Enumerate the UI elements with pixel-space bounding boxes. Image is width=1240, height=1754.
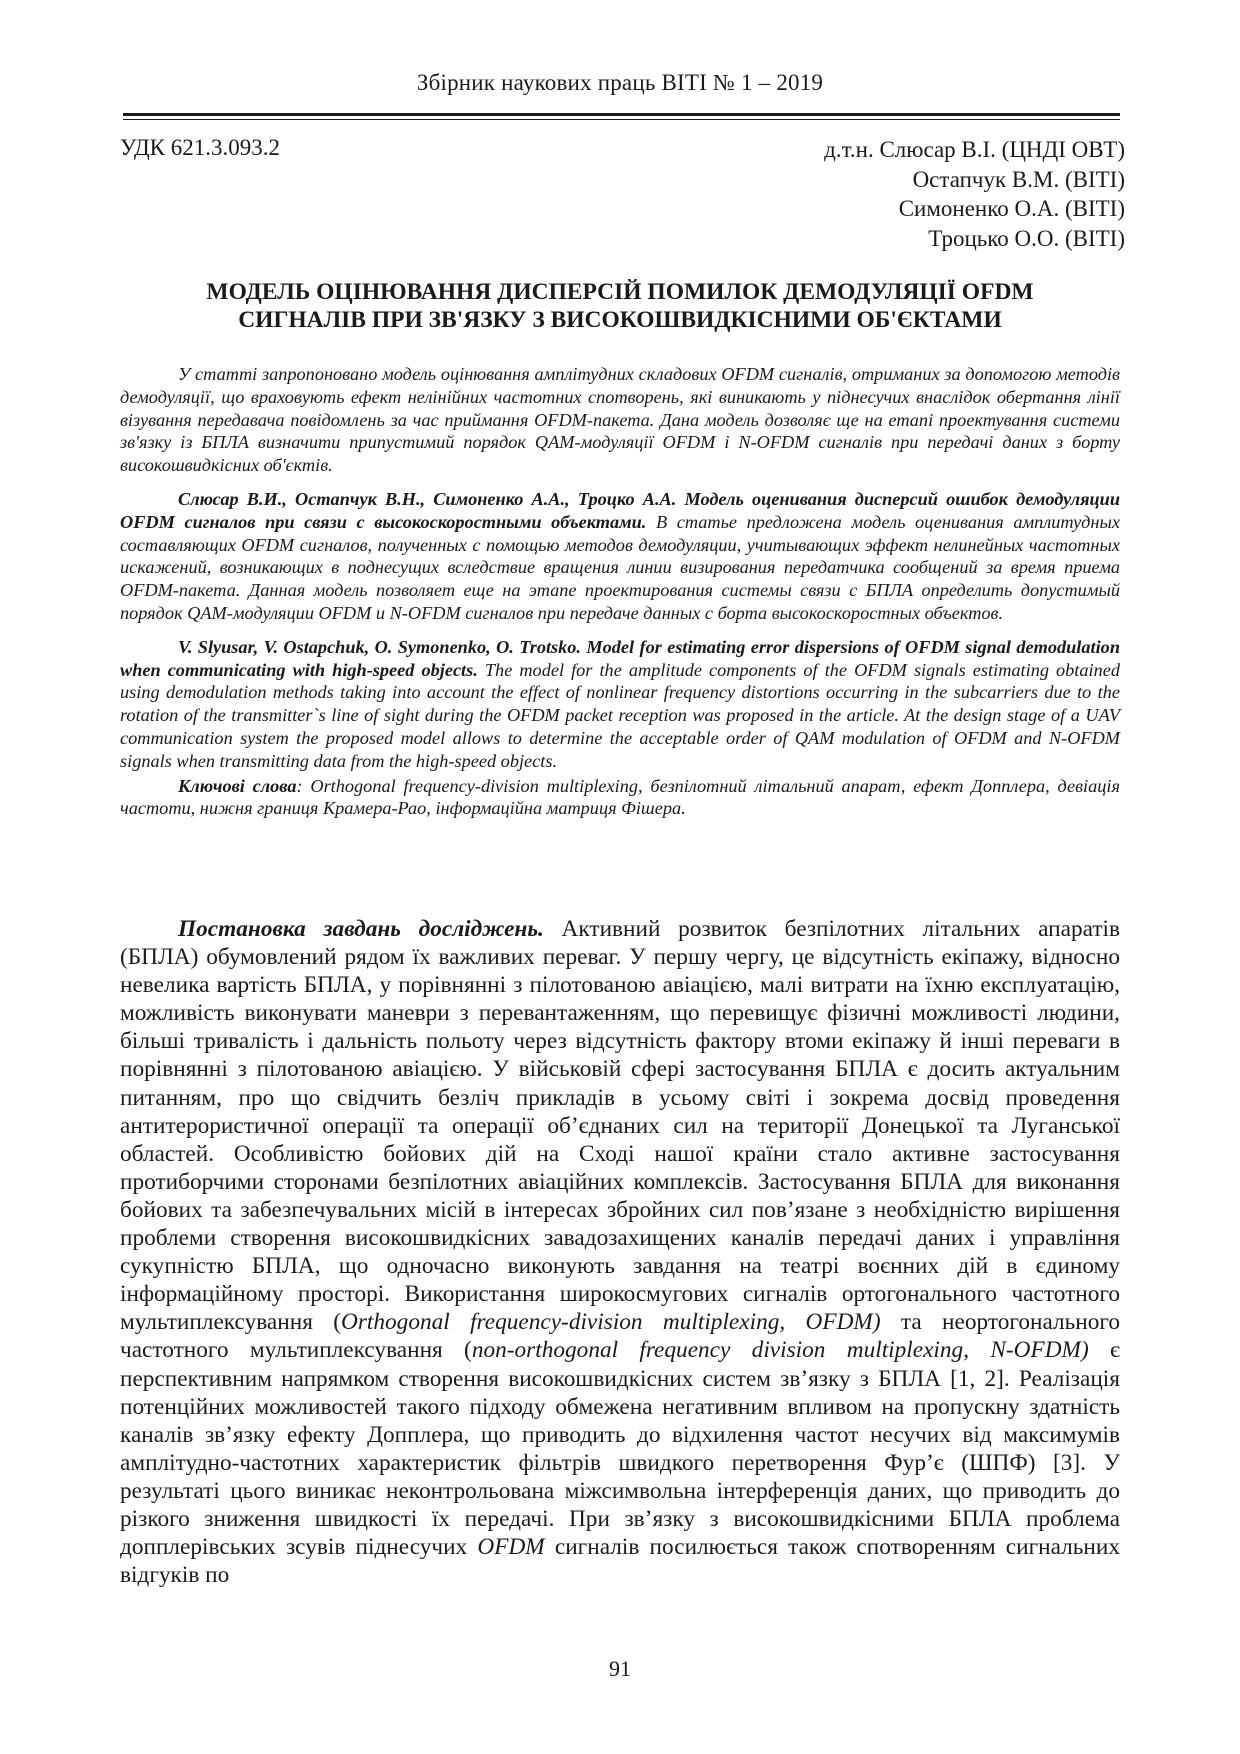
keywords — [120, 775, 1120, 821]
article-title — [120, 278, 1120, 334]
author-3: Симоненко О.А. (ВІТІ) — [898, 196, 1125, 221]
body-part-3: , — [963, 1337, 991, 1364]
body-part-4: є перспективним напрямком створення високошвидкісних систем зв’язку з БПЛА [1, 2]. Реалізація потенційних можливостей такого підходу обмежена негативним впливом на пропускну здатність каналів зв’язку ефекту Допплера, що приводить до відхилення частот несучих від максимумів амплітудно-частотних характеристик фільтрів швидкого перетворення Фур’є (ШПФ) [3]. У результаті цього виникає неконтрольована міжсимвольна інтерференція даних, що приводить до різкого зниження швидкості їх передачі. При зв’язку з високошвидкісними БПЛА проблема допплерівських зсувів піднесучих — [120, 1337, 1121, 1561]
body-italic-1: Orthogonal frequency-division multiplexing, OFDM) — [341, 1309, 881, 1336]
section-heading: Постановка завдань досліджень. — [178, 916, 544, 942]
abstract-ukrainian: У статті запропоновано модель оцінювання амплітудних складових OFDM сигналів, отриманих за допомогою методів демодуляції, що враховують ефект нелінійних частотних спотворень, які виникають у піднесучих внаслідок обертання лінії візування передавача повідомлень за час приймання OFDM-пакета. Дана модель дозволяє ще на етапі проектування системи зв'язку із БПЛА визначити припустимий порядок QAM-модуляції OFDM і N-OFDM сигналів при передачі даних з борту високошвидкісних об'єктів. — [120, 364, 1120, 476]
body-italic-2: non-orthogonal frequency division multiplexing — [471, 1337, 964, 1364]
page-number: 91 — [609, 1656, 631, 1681]
keywords-text: : Orthogonal frequency-division multiplexing, безпілотний літальний апарат, ефект Допплера, девіація частоти, нижня границя Крамера-Рао, інформаційна матриця Фішера. — [120, 775, 1120, 819]
abstract-russian-text: В статье предложена модель оценивания амплитудных составляющих OFDM сигналов, полученных с помощью методов демодуляции, учитывающих эффект нелинейных частотных искажений, возникающих в поднесущих вследствие вращения линии визирования передатчика сообщений за время приема OFDM-пакета. Данная модель позволяет еще на этапе проектирования системы связи с БПЛА определить допустимый порядок QAM-модуляции OFDM и N-OFDM сигналов при передаче данных с борта высокоскоростных объектов. — [120, 511, 1120, 623]
abstract-russian — [120, 488, 1120, 625]
keywords-label: Ключові слова — [178, 775, 297, 796]
title-line-2: СИГНАЛІВ ПРИ ЗВ'ЯЗКУ З ВИСОКОШВИДКІСНИМИ ОБ'ЄКТАМИ — [238, 307, 1002, 333]
abstract-english — [120, 636, 1120, 773]
abstract-english-lead: V. Slyusar, V. Ostapchuk, O. Symonenko, O. Trotsko. Model for estimating error dispersions of OFDM signal demodulation when communicating with high-speed objects. — [120, 636, 1120, 680]
body-italic-4: OFDM — [477, 1534, 545, 1561]
body-italic-3: N-OFDM) — [990, 1337, 1089, 1364]
body-part-5: сигналів посилюється також спотворенням сигнальних відгуків по — [120, 1534, 1120, 1589]
author-4: Троцько О.О. (ВІТІ) — [928, 225, 1125, 251]
body-part-2: та неортогонального частотного мультиплексування ( — [120, 1309, 1120, 1364]
body-part-1: Активний розвиток безпілотних літальних апаратів (БПЛА) обумовлений рядом їх важливих переваг. У першу чергу, це відсутність екіпажу, відносно невелика вартість БПЛА, у порівнянні з пілотованою авіацією, малі витрати на їхню експлуатацію, можливість виконувати маневри з перевантаженням, що перевищує фізичні можливості людини, більші тривалість і дальність польоту через відсутність фактору втоми екіпажу й інші переваги в порівнянні з пілотованою авіацією. У військовій сфері застосування БПЛА є досить актуальним питанням, про що свідчить безліч прикладів в усьому світі і зокрема досвід проведення антитерористичної операції та операції об’єднаних сил на території Донецької та Луганської областей. Особливістю бойових дій на Сході нашої країни стало активне застосування протиборчими сторонами безпілотних авіаційних комплексів. Застосування БПЛА для виконання бойових та забезпечувальних місій в інтересах збройних сил пов’язане з необхідністю вирішення проблеми створення високошвидкісних завадозахищених каналів передачі даних і управління сукупністю БПЛА, що одночасно виконують завдання на театрі воєнних дій в єдиному інформаційному просторі. Використання широкосмугових сигналів ортогонального частотного мультиплексування ( — [120, 916, 1120, 1336]
body-paragraph — [120, 915, 1120, 1589]
author-list — [824, 135, 1125, 253]
title-line-1: МОДЕЛЬ ОЦІНЮВАННЯ ДИСПЕРСІЙ ПОМИЛОК ДЕМОДУЛЯЦІЇ OFDM — [206, 279, 1034, 305]
header-rule-thin — [123, 119, 1120, 120]
abstracts — [120, 363, 1120, 831]
author-2: Остапчук В.М. (ВІТІ) — [912, 166, 1125, 192]
running-head: Збірник наукових праць ВІТІ № 1 – 2019 — [416, 70, 824, 95]
abstract-english-text: The model for the amplitude components of the OFDM signals estimating obtained using demodulation methods taking into account the effect of nonlinear frequency distortions occurring in the subcarriers due to the rotation of the transmitter`s line of sight during the OFDM packet reception was proposed in the article. At the design stage of a UAV communication system the proposed model allows to determine the acceptable order of QAM modulation of OFDM and N-OFDM signals when transmitting data from the high-speed objects. — [120, 659, 1120, 771]
header-rule-thick — [123, 113, 1120, 116]
udc-code: УДК 621.3.093.2 — [120, 135, 280, 160]
abstract-russian-lead: Слюсар В.И., Остапчук В.Н., Симоненко А.А., Троцко А.А. Модель оценивания дисперсий ошибок демодуляции OFDM сигналов при связи с высокоскоростными объектами. — [120, 488, 1120, 532]
author-1: д.т.н. Слюсар В.І. (ЦНДІ ОВТ) — [824, 137, 1125, 162]
